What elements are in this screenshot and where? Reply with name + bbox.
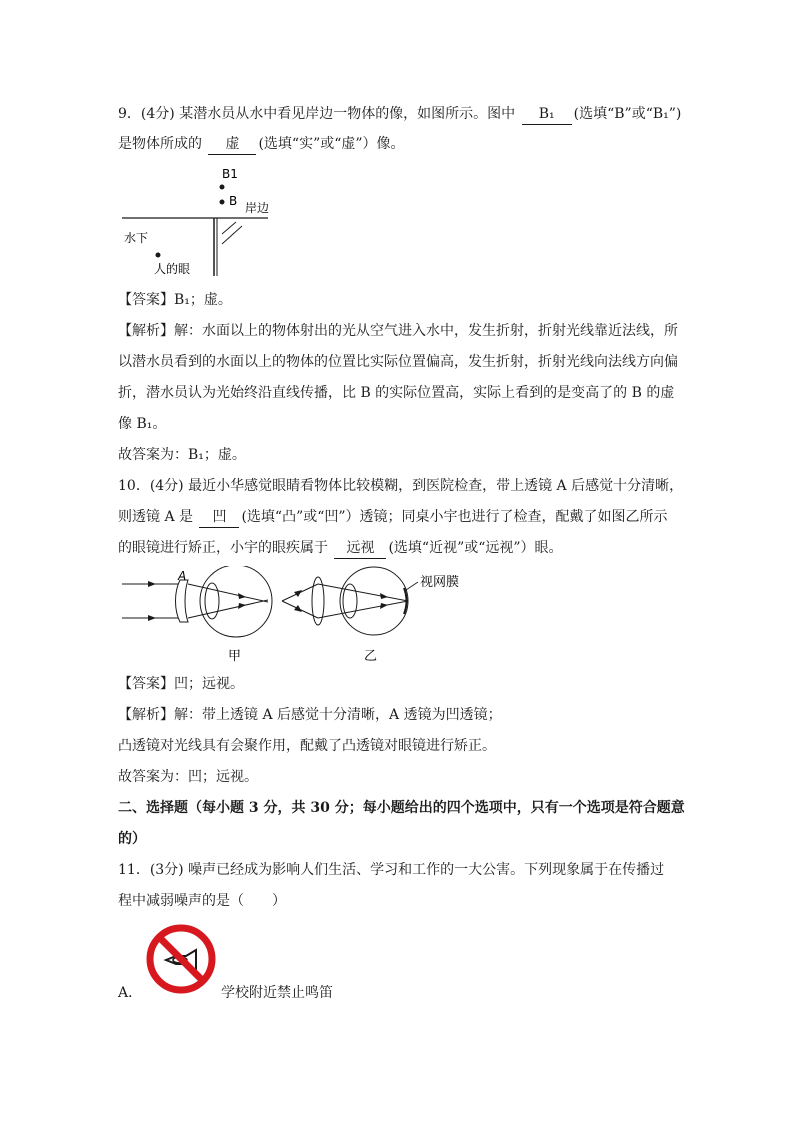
q11-option-a-text: 学校附近禁止鸣笛 — [221, 985, 333, 1001]
arrow-icon — [238, 603, 246, 609]
arrow-icon — [294, 605, 302, 612]
q10-line-3 — [118, 538, 563, 559]
q11-line-2: 程中减弱噪声的是（ ） — [118, 893, 286, 909]
q9-answer: 【答案】B₁；虚。 — [118, 292, 232, 308]
q11-line-1: 11．(3分) 噪声已经成为影响人们生活、学习和工作的一大公害。下列现象属于在传播过 — [118, 862, 665, 878]
label-shore: 岸边 — [245, 201, 270, 215]
q10-analysis-line: 【解析】解：带上透镜 A 后感觉十分清晰，A 透镜为凹透镜； — [118, 707, 502, 723]
retina-line — [404, 588, 407, 614]
point-eye — [156, 253, 161, 258]
q9-analysis-line: 像 B₁。 — [118, 416, 167, 432]
label-yi: 乙 — [364, 649, 378, 664]
eyeball-yi — [340, 567, 408, 635]
hatch-line — [222, 222, 236, 234]
q10-hint-text: (选填“凸”或“凹”）透镜；同桌小宇也进行了检查，配戴了如图乙所示 — [241, 509, 668, 525]
concave-lens-a — [176, 580, 189, 622]
diver-figure — [118, 162, 288, 280]
q9-analysis-line: 折，潜水员认为光始终沿直线传播，比 B 的实际位置高，实际上看到的是变高了的 B 的虚 — [118, 385, 675, 401]
q9-line-1 — [118, 104, 681, 125]
section-heading-cont: 的） — [118, 831, 146, 847]
q10-stem-text: 则透镜 A 是 — [118, 509, 198, 525]
q10-line-1: 10．(4分) 最近小华感觉眼睛看物体比较模糊，到医院检查，带上透镜 A 后感觉十分清晰， — [118, 478, 684, 494]
label-underwater: 水下 — [124, 231, 149, 245]
hatch-line — [222, 226, 242, 244]
label-lens-a: A — [178, 569, 187, 583]
label-retina: 视网膜 — [420, 575, 460, 590]
q10-line-2 — [118, 507, 668, 528]
q10-analysis-line: 凸透镜对光线具有会聚作用，配戴了凸透镜对眼镜进行矫正。 — [118, 738, 496, 754]
q10-answer-blank-2: 远视 — [334, 538, 386, 559]
q9-stem-text-2: 是物体所成的 — [118, 136, 207, 152]
q10-conclusion: 故答案为：凹；远视。 — [118, 769, 258, 785]
section-heading: 二、选择题（每小题 3 分，共 30 分；每小题给出的四个选项中，只有一个选项是符合题意 — [118, 800, 685, 816]
arrow-icon — [148, 581, 156, 587]
label-eye: 人的眼 — [154, 262, 191, 276]
leader-line — [406, 582, 418, 590]
q9-answer-blank-2: 虚 — [208, 134, 256, 155]
arrow-icon — [380, 603, 388, 609]
no-horn-icon — [146, 924, 216, 994]
eye-figure — [118, 566, 478, 666]
label-jia: 甲 — [228, 649, 242, 664]
q9-hint-text: (选填“B”或“B₁”) — [573, 106, 682, 122]
q9-conclusion: 故答案为：B₁；虚。 — [118, 447, 246, 463]
q9-answer-blank-1: B₁ — [522, 104, 572, 125]
label-b1: B1 — [222, 167, 238, 181]
ray-line — [318, 601, 408, 618]
q11-option-a-label: A． — [118, 985, 143, 1001]
point-b — [220, 200, 225, 205]
q9-line-2 — [118, 134, 405, 155]
arrow-icon — [294, 590, 302, 597]
q9-stem-text: 9．(4分) 某潜水员从水中看见岸边一物体的像，如图所示。图中 — [118, 106, 520, 122]
q9-hint-text-2: (选填“实”或“虚”）像。 — [258, 136, 405, 152]
q10-answer: 【答案】凹；远视。 — [118, 676, 244, 692]
arrow-icon — [238, 593, 246, 599]
arrow-icon — [380, 593, 388, 599]
q9-analysis-line: 【解析】解：水面以上的物体射出的光从空气进入水中，发生折射，折射光线靠近法线，所 — [118, 323, 678, 339]
q9-analysis-line: 以潜水员看到的水面以上的物体的位置比实际位置偏高，发生折射，折射光线向法线方向偏 — [118, 354, 678, 370]
q10-hint-text-2: (选填“近视”或“远视”）眼。 — [388, 540, 563, 556]
q10-answer-blank-1: 凹 — [199, 507, 239, 528]
ray-line — [318, 584, 408, 601]
label-b: B — [229, 194, 238, 208]
arrow-icon — [148, 615, 156, 621]
point-b1 — [220, 185, 225, 190]
q10-stem-text-2: 的眼镜进行矫正，小宇的眼疾属于 — [118, 540, 333, 556]
